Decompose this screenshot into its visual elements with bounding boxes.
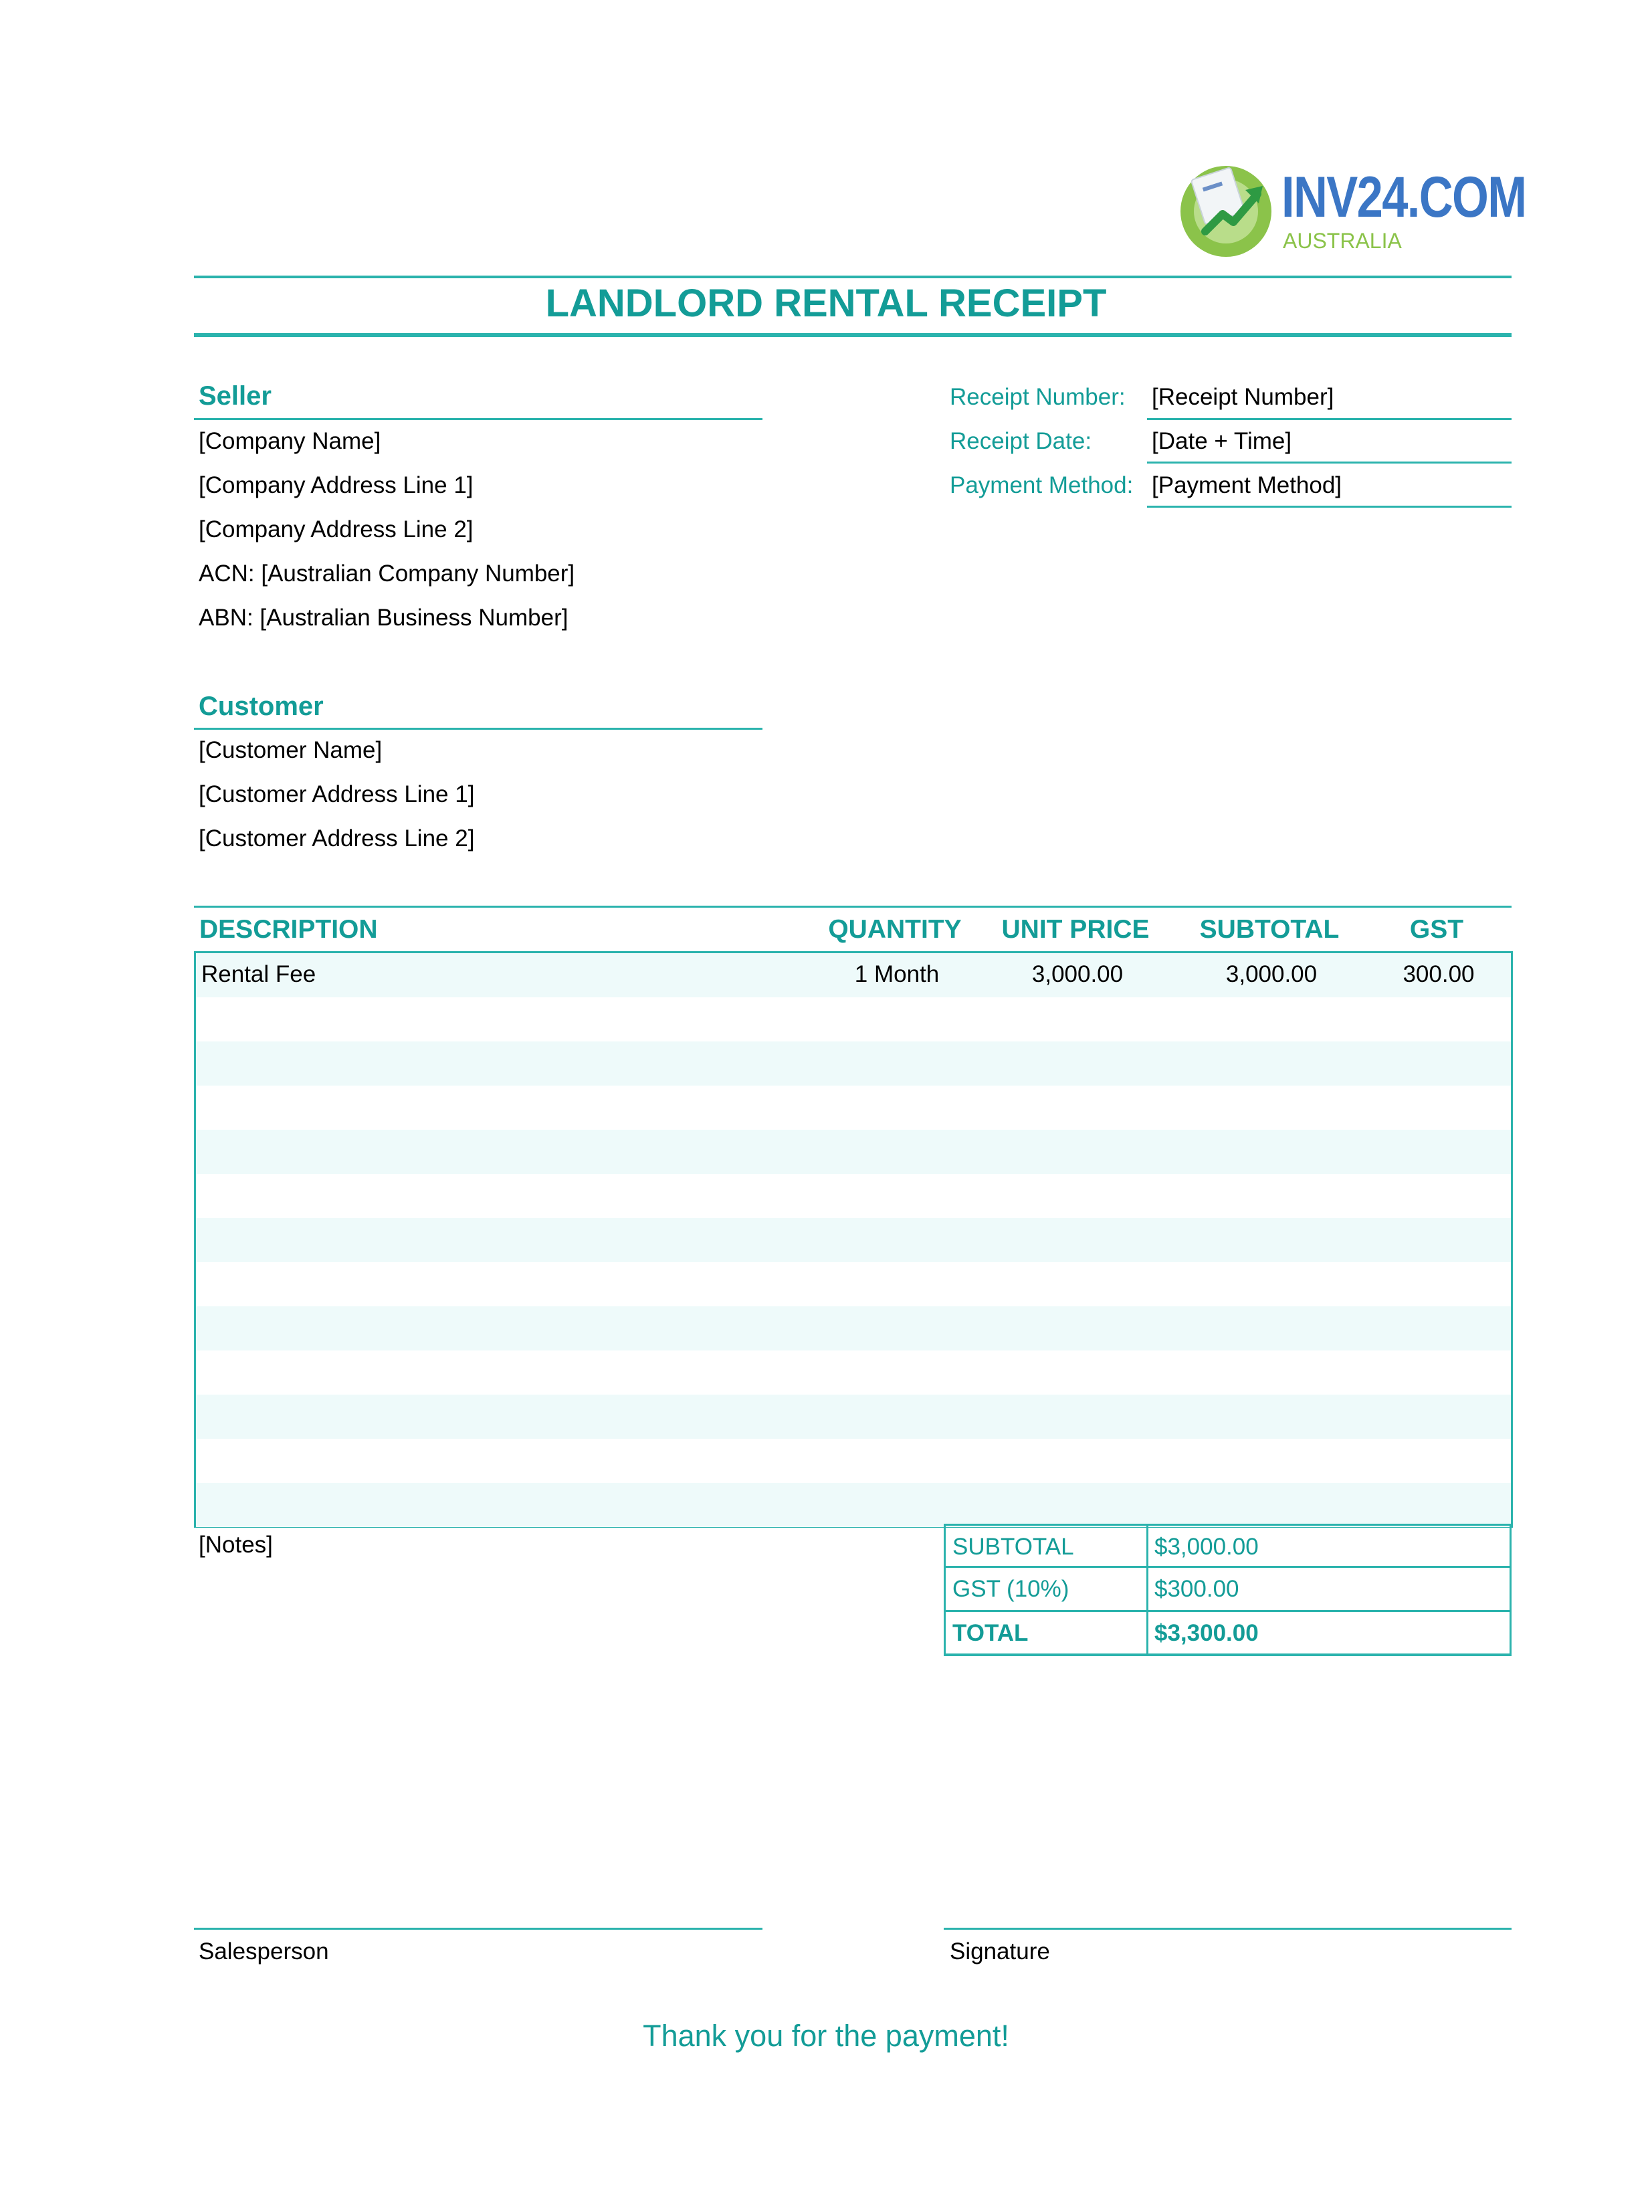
items-table-header <box>194 906 1512 952</box>
customer-name: [Customer Name] <box>199 737 383 763</box>
notes: [Notes] <box>199 1532 273 1558</box>
payment-method-value: [Payment Method] <box>1152 472 1342 498</box>
document-title: LANDLORD RENTAL RECEIPT <box>545 282 1107 325</box>
table-row <box>196 1483 1511 1527</box>
row-description: Rental Fee <box>201 961 316 987</box>
table-row <box>196 1218 1511 1262</box>
total-label: TOTAL <box>952 1620 1029 1646</box>
header-subtotal: SUBTOTAL <box>1199 915 1340 944</box>
table-row <box>196 1086 1511 1130</box>
receipt-number-value: [Receipt Number] <box>1152 384 1334 410</box>
customer-address-line-1: [Customer Address Line 1] <box>199 781 475 807</box>
seller-address-line-1: [Company Address Line 1] <box>199 472 474 498</box>
table-row <box>196 1174 1511 1218</box>
customer-heading: Customer <box>199 692 324 721</box>
seller-abn: ABN: [Australian Business Number] <box>199 605 569 631</box>
total-row <box>944 1612 1512 1656</box>
customer-rule <box>194 728 762 730</box>
table-row <box>196 953 1511 997</box>
table-row <box>196 1262 1511 1306</box>
logo-region-text: AUSTRALIA <box>1283 229 1402 253</box>
brand-logo <box>1176 159 1526 260</box>
header-description: DESCRIPTION <box>199 915 378 944</box>
seller-rule <box>194 418 762 420</box>
table-row <box>196 1130 1511 1174</box>
thank-you-message: Thank you for the payment! <box>643 2019 1009 2053</box>
salesperson-label: Salesperson <box>199 1938 329 1965</box>
row-unit-price: 3,000.00 <box>1031 961 1124 987</box>
seller-address-line-2: [Company Address Line 2] <box>199 516 474 542</box>
logo-brand-text: INV24.COM <box>1281 165 1526 229</box>
table-row <box>196 1395 1511 1439</box>
gst-label: GST (10%) <box>952 1576 1069 1602</box>
header-unit-price: UNIT PRICE <box>1001 915 1150 944</box>
customer-address-line-2: [Customer Address Line 2] <box>199 825 475 851</box>
seller-acn: ACN: [Australian Company Number] <box>199 561 575 587</box>
signature-line <box>944 1928 1512 1930</box>
logo-icon <box>1176 159 1276 260</box>
title-bottom-rule <box>194 333 1512 337</box>
salesperson-line <box>194 1928 762 1930</box>
gst-value: $300.00 <box>1154 1576 1239 1602</box>
table-row <box>196 997 1511 1041</box>
subtotal-label: SUBTOTAL <box>952 1534 1074 1560</box>
signature-label: Signature <box>950 1938 1050 1965</box>
row-quantity: 1 Month <box>854 961 940 987</box>
receipt-date-rule <box>1147 462 1512 464</box>
payment-method-rule <box>1147 506 1512 508</box>
receipt-date-value: [Date + Time] <box>1152 428 1292 454</box>
table-row <box>196 1350 1511 1395</box>
subtotal-row <box>944 1524 1512 1568</box>
receipt-number-label: Receipt Number: <box>950 384 1126 410</box>
header-quantity: QUANTITY <box>828 915 962 944</box>
gst-row <box>944 1568 1512 1612</box>
title-top-rule <box>194 276 1512 278</box>
header-gst: GST <box>1409 915 1464 944</box>
receipt-number-rule <box>1147 418 1512 420</box>
table-row <box>196 1306 1511 1350</box>
seller-heading: Seller <box>199 381 272 411</box>
subtotal-value: $3,000.00 <box>1154 1534 1259 1560</box>
total-value: $3,300.00 <box>1154 1620 1259 1646</box>
totals-box <box>944 1524 1512 1656</box>
items-table-body <box>194 951 1513 1528</box>
row-gst: 300.00 <box>1403 961 1475 987</box>
table-row <box>196 1041 1511 1086</box>
seller-company-name: [Company Name] <box>199 428 381 454</box>
table-row <box>196 1439 1511 1483</box>
row-subtotal: 3,000.00 <box>1225 961 1318 987</box>
payment-method-label: Payment Method: <box>950 472 1134 498</box>
receipt-date-label: Receipt Date: <box>950 428 1092 454</box>
